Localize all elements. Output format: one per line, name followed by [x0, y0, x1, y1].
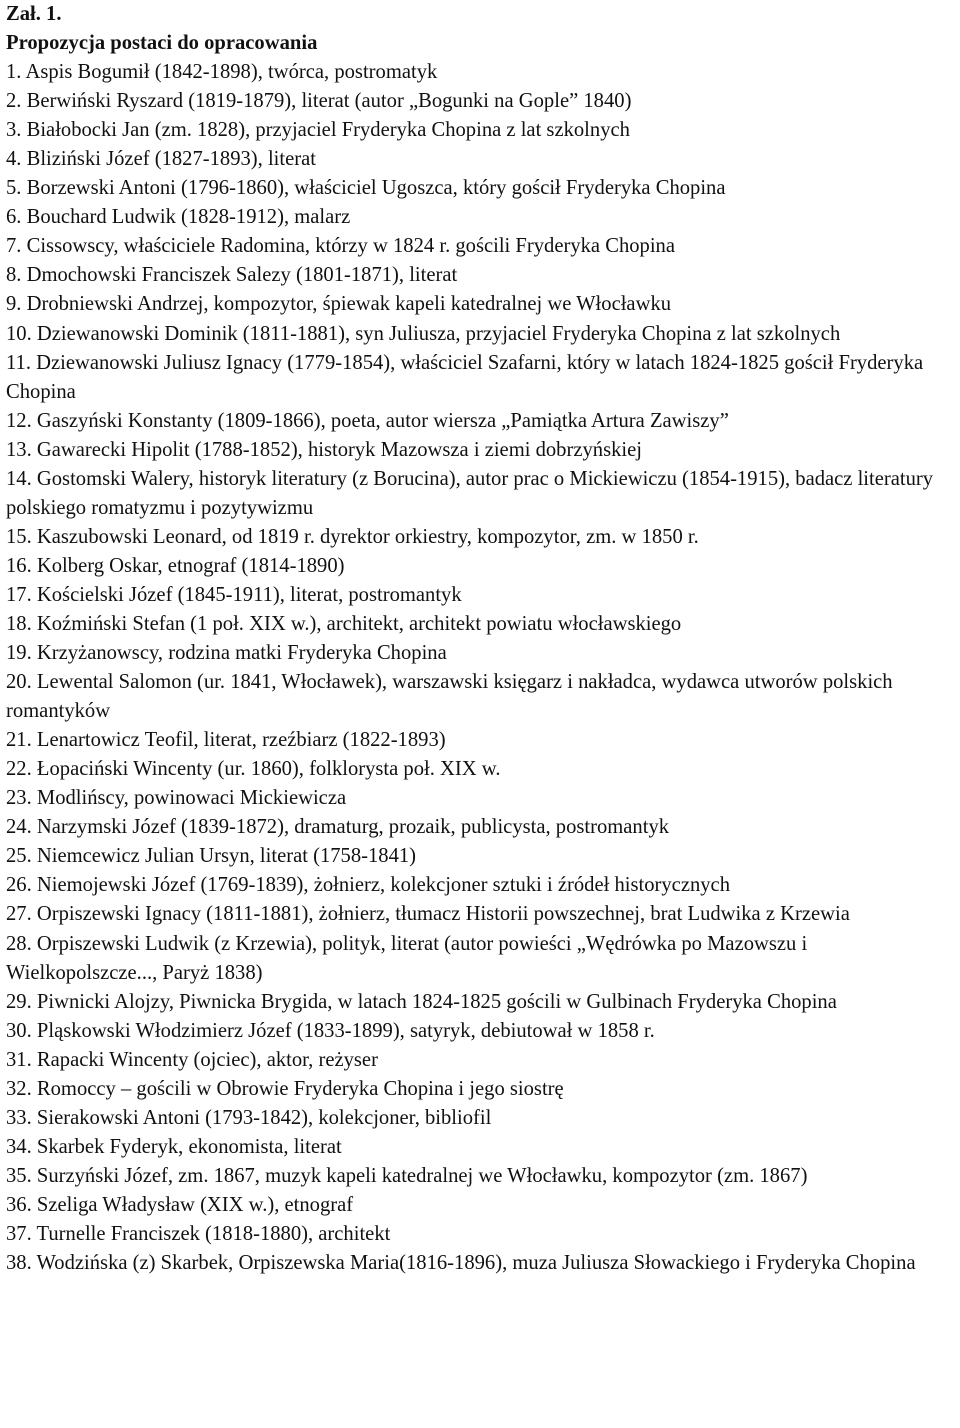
list-item: 4. Bliziński Józef (1827-1893), literat	[6, 148, 316, 171]
list-item: 15. Kaszubowski Leonard, od 1819 r. dyrektor orkiestry, kompozytor, zm. w 1850 r.	[6, 525, 699, 548]
list-item: 17. Kościelski Józef (1845-1911), literat, postromantyk	[6, 583, 462, 606]
document-title: Propozycja postaci do opracowania	[6, 32, 318, 55]
list-item: 38. Wodzińska (z) Skarbek, Orpiszewska Maria(1816-1896), muza Juliusza Słowackiego i Fryderyka Chopina	[6, 1252, 916, 1275]
list-item: 30. Pląskowski Włodzimierz Józef (1833-1899), satyryk, debiutował w 1858 r.	[6, 1019, 655, 1042]
list-item: 22. Łopaciński Wincenty (ur. 1860), folklorysta poł. XIX w.	[6, 758, 501, 781]
list-item: 35. Surzyński Józef, zm. 1867, muzyk kapeli katedralnej we Włocławku, kompozytor (zm. 1867)	[6, 1164, 808, 1187]
list-item: 33. Sierakowski Antoni (1793-1842), kolekcjoner, bibliofil	[6, 1106, 492, 1129]
list-item: 21. Lenartowicz Teofil, literat, rzeźbiarz (1822-1893)	[6, 729, 446, 752]
list-item: 37. Turnelle Franciszek (1818-1880), architekt	[6, 1222, 391, 1245]
list-item: 11. Dziewanowski Juliusz Ignacy (1779-1854), właściciel Szafarni, który w latach 1824-1825 gościł Fryderyka Chopina	[6, 351, 924, 403]
list-item: 27. Orpiszewski Ignacy (1811-1881), żołnierz, tłumacz Historii powszechnej, brat Ludwika z Krzewia	[6, 903, 850, 926]
list-item: 2. Berwiński Ryszard (1819-1879), literat (autor „Bogunki na Gople” 1840)	[6, 90, 632, 113]
list-item: 26. Niemojewski Józef (1769-1839), żołnierz, kolekcjoner sztuki i źródeł historycznych	[6, 874, 730, 897]
list-item: 7. Cissowscy, właściciele Radomina, którzy w 1824 r. gościli Fryderyka Chopina	[6, 235, 675, 258]
list-item: 13. Gawarecki Hipolit (1788-1852), historyk Mazowsza i ziemi dobrzyńskiej	[6, 438, 642, 461]
list-item: 20. Lewental Salomon (ur. 1841, Włocławek), warszawski księgarz i nakładca, wydawca utworów polskich romantyków	[6, 671, 893, 723]
list-item: 25. Niemcewicz Julian Ursyn, literat (1758-1841)	[6, 845, 417, 868]
list-item: 3. Białobocki Jan (zm. 1828), przyjaciel Fryderyka Chopina z lat szkolnych	[6, 119, 630, 142]
list-item: 12. Gaszyński Konstanty (1809-1866), poeta, autor wiersza „Pamiątka Artura Zawiszy”	[6, 409, 729, 432]
list-item: 6. Bouchard Ludwik (1828-1912), malarz	[6, 206, 351, 229]
list-item: 10. Dziewanowski Dominik (1811-1881), syn Juliusza, przyjaciel Fryderyka Chopina z lat szkolnych	[6, 322, 841, 345]
list-item: 34. Skarbek Fyderyk, ekonomista, literat	[6, 1135, 342, 1158]
list-item: 5. Borzewski Antoni (1796-1860), właściciel Ugoszca, który gościł Fryderyka Chopina	[6, 177, 726, 200]
list-item: 18. Koźmiński Stefan (1 poł. XIX w.), architekt, architekt powiatu włocławskiego	[6, 612, 682, 635]
list-item: 31. Rapacki Wincenty (ojciec), aktor, reżyser	[6, 1048, 378, 1071]
people-list	[6, 58, 956, 1278]
list-item: 9. Drobniewski Andrzej, kompozytor, śpiewak kapeli katedralnej we Włocławku	[6, 293, 672, 316]
document-page	[6, 0, 956, 1278]
list-item: 29. Piwnicki Alojzy, Piwnicka Brygida, w latach 1824-1825 gościli w Gulbinach Fryderyka Chopina	[6, 990, 837, 1013]
list-item: 23. Modlińscy, powinowaci Mickiewicza	[6, 787, 347, 810]
list-item: 1. Aspis Bogumił (1842-1898), twórca, postromatyk	[6, 61, 438, 84]
list-item: 32. Romoccy – gościli w Obrowie Fryderyka Chopina i jego siostrę	[6, 1077, 564, 1100]
list-item: 14. Gostomski Walery, historyk literatury (z Borucina), autor prac o Mickiewiczu (1854-1915), badacz literatury polskiego romatyzmu i pozytywizmu	[6, 467, 934, 519]
attachment-label: Zał. 1.	[6, 3, 62, 25]
list-item: 36. Szeliga Władysław (XIX w.), etnograf	[6, 1193, 354, 1216]
list-item: 19. Krzyżanowscy, rodzina matki Fryderyka Chopina	[6, 642, 447, 665]
list-item: 28. Orpiszewski Ludwik (z Krzewia), polityk, literat (autor powieści „Wędrówka po Mazowszu i Wielkopolszcze..., Paryż 1838)	[6, 932, 808, 984]
list-item: 16. Kolberg Oskar, etnograf (1814-1890)	[6, 554, 345, 577]
list-item: 8. Dmochowski Franciszek Salezy (1801-1871), literat	[6, 264, 458, 287]
list-item: 24. Narzymski Józef (1839-1872), dramaturg, prozaik, publicysta, postromantyk	[6, 816, 670, 839]
